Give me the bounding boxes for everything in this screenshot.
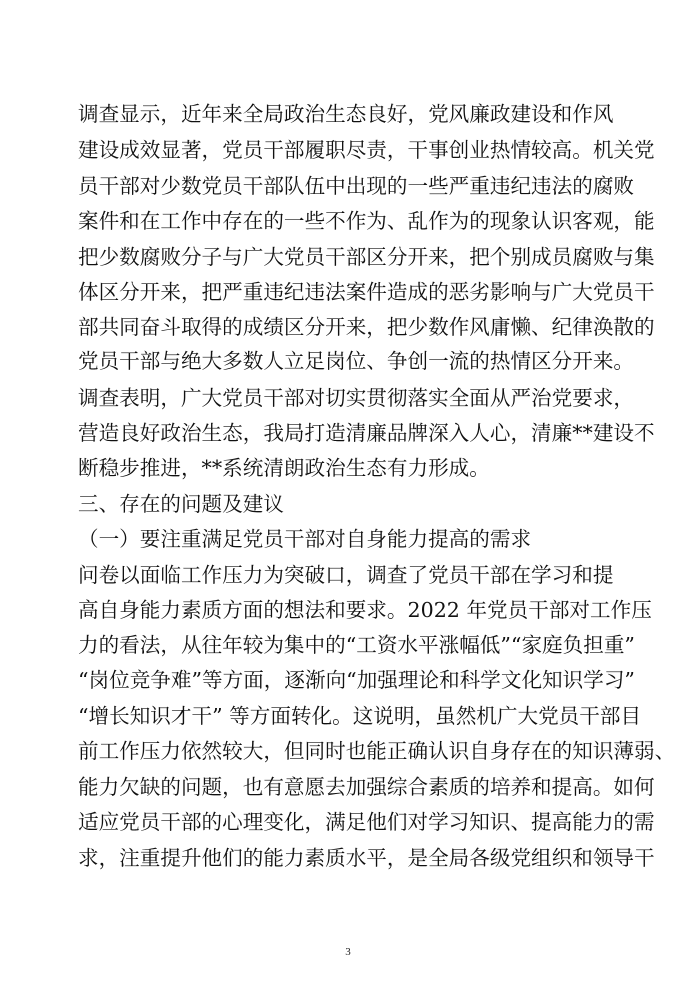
- text-line: 问卷以面临工作压力为突破口，调查了党员干部在学习和提: [78, 563, 614, 587]
- text-line: 部共同奋斗取得的成绩区分开来，把少数作风庸懒、纪律涣散的: [78, 315, 655, 339]
- text-line: 党员干部与绝大多数人立足岗位、争创一流的热情区分开来。: [78, 349, 635, 373]
- text-line: 案件和在工作中存在的一些不作为、乱作为的现象认识客观，能: [78, 209, 655, 233]
- section-heading: 三、存在的问题及建议: [78, 492, 284, 516]
- text-line: 能力欠缺的问题，也有意愿去加强综合素质的培养和提高。如何: [78, 775, 655, 799]
- text-line: 建设成效显著，党员干部履职尽责，干事创业热情较高。机关党: [78, 138, 655, 162]
- text-line: 员干部对少数党员干部队伍中出现的一些严重违纪违法的腐败: [78, 174, 635, 198]
- text-line: 调查表明，广大党员干部对切实贯彻落实全面从严治党要求，: [78, 386, 635, 410]
- text-line: “岗位竞争难”等方面，逐渐向“加强理论和科学文化知识学习”: [78, 668, 635, 692]
- text-line: 前工作压力依然较大，但同时也能正确认识自身存在的知识薄弱、: [78, 739, 676, 763]
- text-line: 调查显示，近年来全局政治生态良好，党风廉政建设和作风: [78, 102, 614, 126]
- text-line: 高自身能力素质方面的想法和要求。2022 年党员干部对工作压: [78, 598, 652, 622]
- page-number: 3: [345, 946, 351, 958]
- text-line: 营造良好政治生态，我局打造清廉品牌深入人心，清廉**建设不: [78, 421, 655, 445]
- text-line: 力的看法，从往年较为集中的“工资水平涨幅低”“家庭负担重”: [78, 633, 635, 657]
- text-line: 求，注重提升他们的能力素质水平，是全局各级党组织和领导干: [78, 846, 655, 870]
- subsection-heading: （一）要注重满足党员干部对自身能力提高的需求: [78, 527, 532, 551]
- text-line: 适应党员干部的心理变化，满足他们对学习知识、提高能力的需: [78, 810, 655, 834]
- text-line: 体区分开来，把严重违纪违法案件造成的恶劣影响与广大党员干: [78, 280, 655, 304]
- text-line: 把少数腐败分子与广大党员干部区分开来，把个别成员腐败与集: [78, 245, 655, 269]
- text-line: 断稳步推进，**系统清朗政治生态有力形成。: [78, 456, 490, 480]
- text-line: “增长知识才干” 等方面转化。这说明，虽然机广大党员干部目: [78, 704, 642, 728]
